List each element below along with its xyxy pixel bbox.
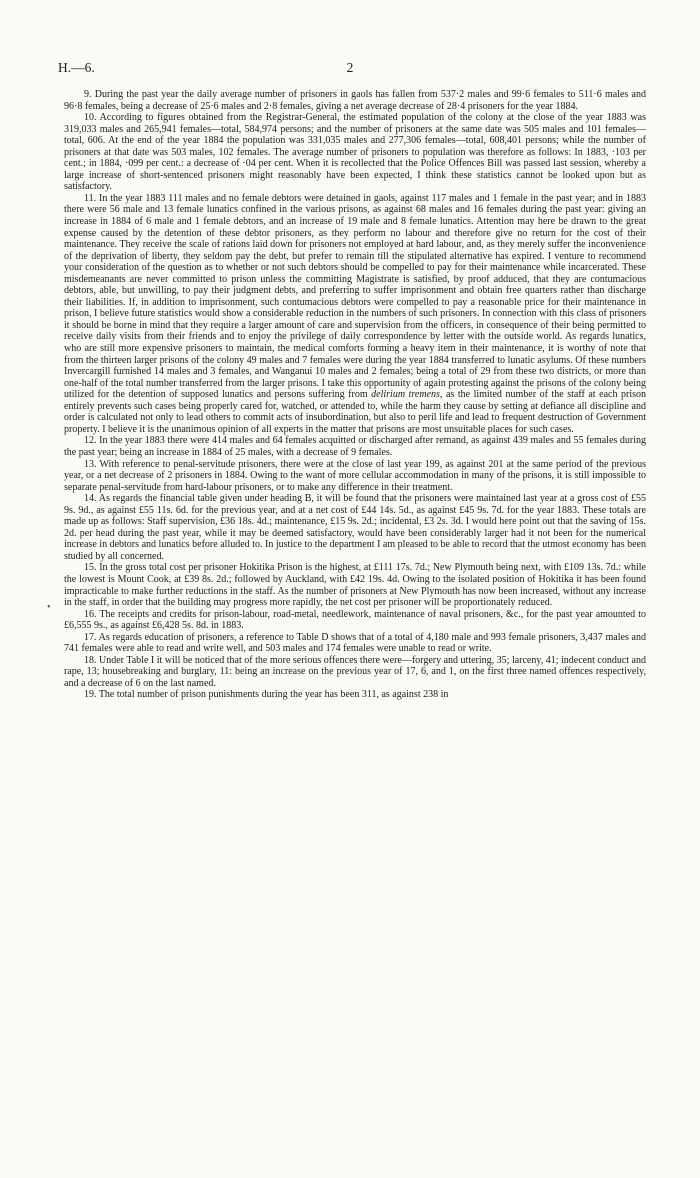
paragraph-15: 15. In the gross total cost per prisoner Hokitika Prison is the highest, at £111 17s. 7d.; New Plymouth being next, with £109 13s. 7d.: while the lowest is Mount Cook, at £39 8s. 2d.; followed by Auckland, with £42 19s. 4d. Owing to the isolated position of Hokitika it has been found impracticable to make further reductions in the staff. As the number of prisoners at New Plymouth has now been increased, without any increase in the staff, in order that the building may progress more rapidly, the net cost per prisoner will be proportionately reduced.: [64, 562, 646, 609]
paragraph-13: 13. With reference to penal-servitude prisoners, there were at the close of last year 199, as against 201 at the same period of the previous year, or a net decrease of 2 prisoners in 1884. Owing to the want of more cellular accommodation in many of the prisons, it is still impossible to separate penal-servitude from hard-labour prisoners, or to make any difference in their treatment.: [64, 458, 646, 493]
paragraph-17: 17. As regards education of prisoners, a reference to Table D shows that of a total of 4,180 male and 993 female prisoners, 3,437 males and 741 females were able to read and write well, and 503 males and 174 females were unable to read or write.: [64, 631, 646, 655]
paragraph-11-text-after: , as the limited number of the staff at each prison entirely prevents such cases being properly cared for, watched, or attended to, while the harm they cause by setting at defiance all discipline and order is calculated not only to lead others to commit acts of insubordination, but also to peril life and lead to frequent destruction of Government property. I believe it is the unanimous opinion of all experts in the matter that prisons are most unsuitable places for such cases.: [64, 389, 646, 435]
page-header: [56, 60, 644, 78]
paragraph-16: 16. The receipts and credits for prison-labour, road-metal, needlework, maintenance of naval prisoners, &c., for the past year amounted to £6,555 9s., as against £6,428 5s. 8d. in 1883.: [64, 608, 646, 632]
paragraph-11: [64, 193, 646, 435]
paragraph-19: 19. The total number of prison punishments during the year has been 311, as against 238 in: [84, 689, 449, 701]
paragraph-11-text: 11. In the year 1883 111 males and no female debtors were detained in gaols, against 117 males and 1 female in the past year; and in 1883 there were 56 male and 13 female lunatics confined in the various prisons, as against 68 males and 16 females during the past year: giving an increase in 1884 of 6 male and 1 female debtors, and an increase of 19 male and 8 female lunatics. Attention may here be drawn to the great expense caused by the detention of these debtor prisoners, as they perform no labour and therefore give no return for the cost of their maintenance. They receive the scale of rations laid down for prisoners not employed at hard labour, and, as they merely suffer the inconvenience of the deprivation of liberty, they seldom pay the debt, but prefer to remain till the stipulated alternative has expired. I venture to recommend your consideration of the question as to whether or not such debtors should be compelled to pay for their maintenance while incarcerated. These misdemeanants are never committed to prison unless the committing Magistrate is satisfied, by proof adduced, that they are contumacious debtors, able, but unwilling, to pay their judgment debts, and preferring to suffer imprisonment and obtain free quarters rather than discharge their liabilities. If, in addition to imprisonment, such contumacious debtors were compelled to pay a reasonable price for their maintenance in prison, I believe future statistics would show a considerable reduction in the numbers of such prisoners. In connection with this class of prisoners it should be borne in mind that they require a larger amount of care and supervision from the officers, in consequence of their being permitted to receive daily visits from their friends and to enjoy the privilege of daily correspondence by letter with the outside world. As regards lunatics, who are still more expensive prisoners to maintain, the medical comforts forming a heavy item in their maintenance, it is worthy of note that from the thirteen larger prisons of the colony 49 males and 7 females were during the year 1884 transferred to lunatic asylums. Of these numbers Invercargill furnished 14 males and 3 females, and Wanganui 10 males and 2 females; being a total of 29 from these two districts, or more than one-half of the total number transferred from the larger prisons. I take this opportunity of again protesting against the prisons of the colony being utilized for the detention of supposed lunatics and persons suffering from: [64, 192, 646, 401]
margin-mark: •: [47, 602, 51, 613]
body-text: [64, 89, 646, 701]
paragraph-9: 9. During the past year the daily average number of prisoners in gaols has fallen from 537·2 males and 99·6 females to 511·6 males and 96·8 females, being a decrease of 25·6 males and 2·8 females, giving a net average decrease of 28·4 prisoners for the year 1884.: [64, 89, 646, 112]
paragraph-11-italic: delirium tremens: [371, 389, 440, 401]
paragraph-14: 14. As regards the financial table given under heading B, it will be found that the prisoners were maintained last year at a gross cost of £55 9s. 9d., as against £55 11s. 6d. for the previous year, and at a net cost of £44 14s. 5d., as against £45 9s. 7d. for the year 1883. These totals are made up as follows: Staff supervision, £36 18s. 4d.; maintenance, £15 9s. 2d.; incidental, £3 2s. 3d. I would here point out that the saving of 15s. 2d. per head during the past year, while it may be deemed satisfactory, would have been considerably larger had it not been for the numerical increase in debtors and lunatics before alluded to. In justice to the department I am pleased to be able to record that the utmost economy has been studied by all concerned.: [64, 493, 646, 562]
page-number: 2: [346, 60, 354, 75]
paragraph-12: 12. In the year 1883 there were 414 males and 64 females acquitted or discharged after remand, as against 439 males and 55 females during the past year; being an increase in 1884 of 25 males, with a decrease of 9 females.: [64, 435, 646, 458]
paragraph-10: 10. According to figures obtained from the Registrar-General, the estimated population of the colony at the close of the year 1883 was 319,033 males and 265,941 females—total, 584,974 persons; and the number of prisoners at the same date was 505 males and 101 females—total, 606. At the end of the year 1884 the population was 331,035 males and 277,306 females—total, 608,401 persons; while the number of prisoners at that date was 503 males, 102 females. The average number of prisoners to population was therefore as follows: In 1883, ·103 per cent.; in 1884, ·099 per cent.: a decrease of ·04 per cent. When it is recollected that the Police Offences Bill was passed last session, whereby a large increase of short-sentenced prisoners might reasonably have been expected, I think these statistics cannot be looked upon but as satisfactory.: [64, 112, 646, 193]
document-code: H.—6.: [58, 60, 95, 75]
paragraph-18: 18. Under Table I it will be noticed that of the more serious offences there were—forgery and uttering, 35; larceny, 41; indecent conduct and rape, 13; housebreaking and burglary, 11: being an increase on the previous year of 17, 6, and 1, on the first three named offences respectively, and a decrease of 6 on the last named.: [64, 654, 646, 689]
